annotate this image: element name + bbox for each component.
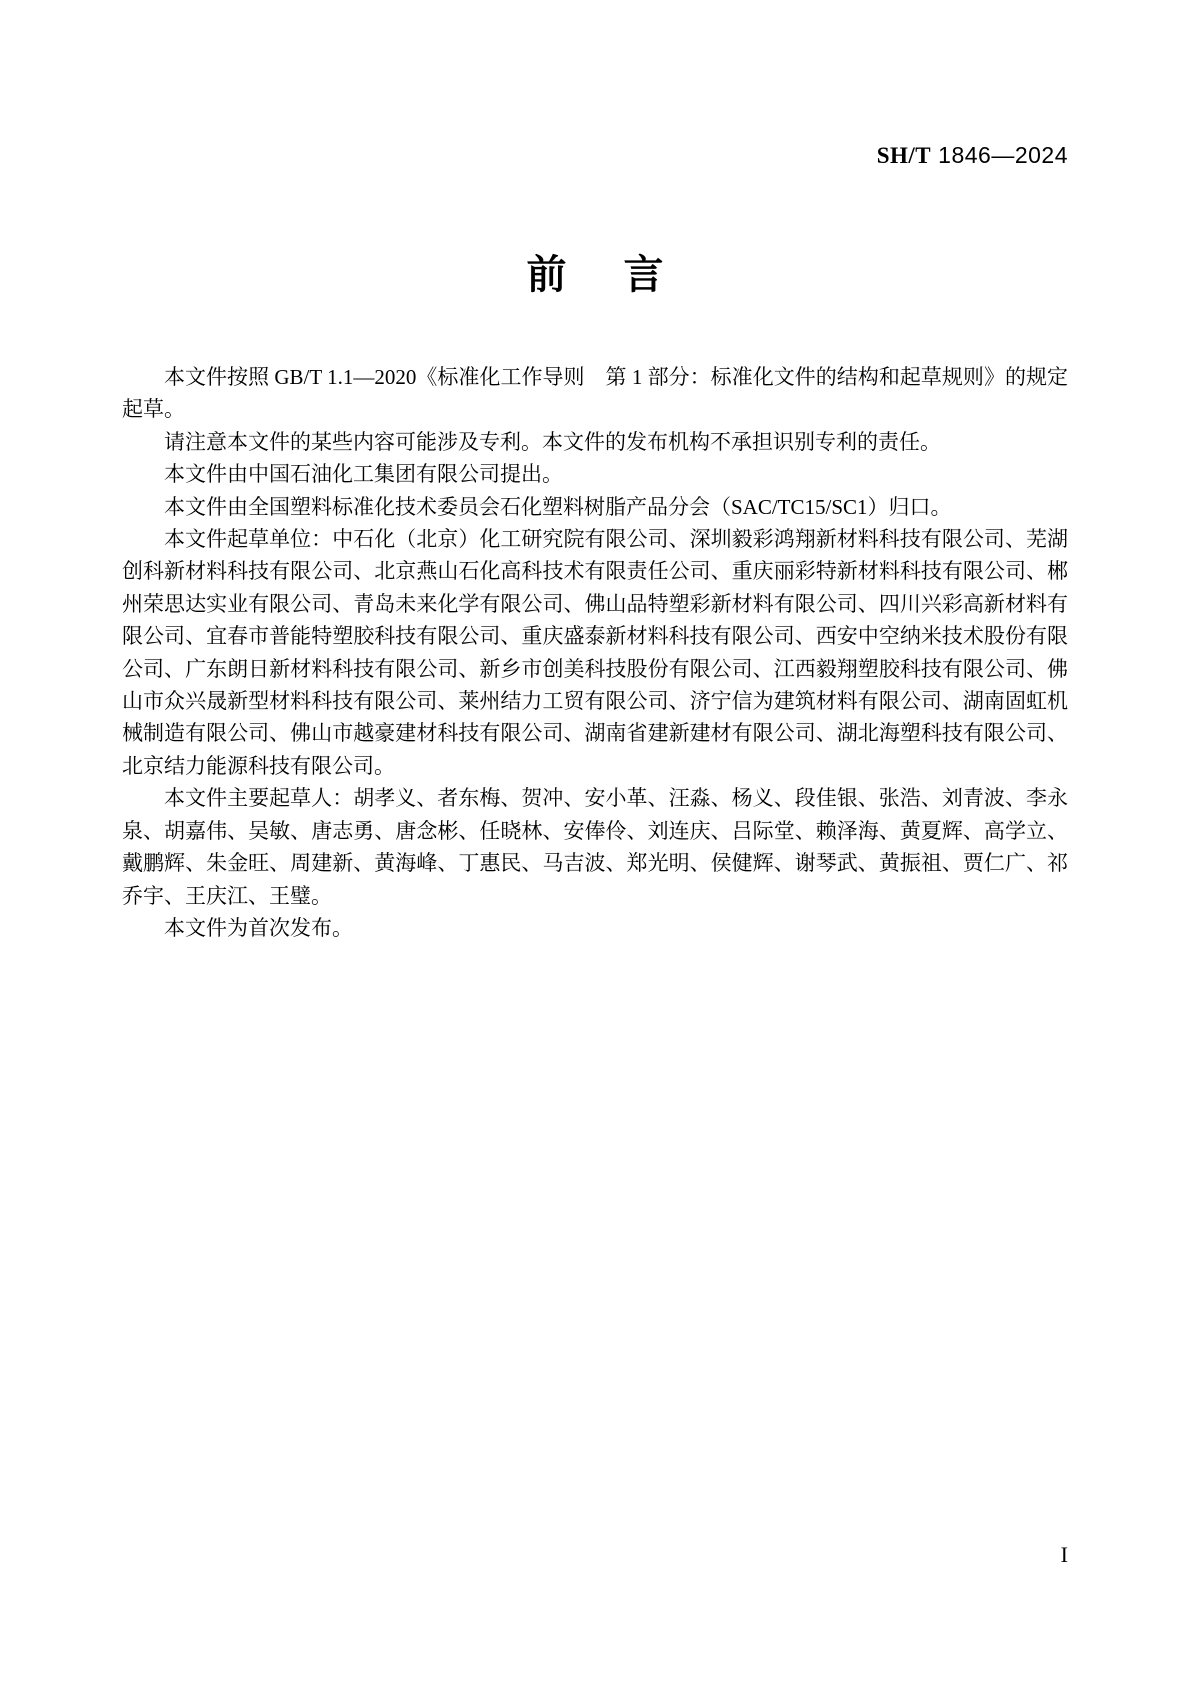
paragraph-first-issue: 本文件为首次发布。 (164, 915, 353, 940)
standard-code: SH/T (876, 143, 932, 168)
foreword-title: 前言 (526, 253, 721, 297)
paragraph-drafting-organizations: 本文件起草单位：中石化（北京）化工研究院有限公司、深圳毅彩鸿翔新材料科技有限公司、芜湖创科新材料科技有限公司、北京燕山石化高科技术有限责任公司、重庆丽彩特新材料科技有限公司、郴州荣思达实业有限公司、青岛未来化学有限公司、佛山品特塑彩新材料有限公司、四川兴彩高新材料有限公司、宜春市普能特塑胶科技有限公司、重庆盛泰新材料科技有限公司、西安中空纳米技术股份有限公司、广东朗日新材料科技有限公司、新乡市创美科技股份有限公司、江西毅翔塑胶科技有限公司、佛山市众兴晟新型材料科技有限公司、莱州结力工贸有限公司、济宁信为建筑材料有限公司、湖南固虹机械制造有限公司、佛山市越豪建材科技有限公司、湖南省建新建材有限公司、湖北海塑科技有限公司、北京结力能源科技有限公司。 (122, 527, 1068, 778)
standard-number-header (877, 141, 1068, 170)
paragraph-under-jurisdiction: 本文件由全国塑料标准化技术委员会石化塑料树脂产品分会（SAC/TC15/SC1）归口。 (164, 494, 952, 519)
paragraph-patent-notice: 请注意本文件的某些内容可能涉及专利。本文件的发布机构不承担识别专利的责任。 (164, 429, 941, 454)
paragraph-drafting-rules: 本文件按照 GB/T 1.1—2020《标准化工作导则 第 1 部分：标准化文件的结构和起草规则》的规定起草。 (122, 365, 1068, 422)
paragraph-proposed-by: 本文件由中国石油化工集团有限公司提出。 (164, 462, 563, 487)
standard-year-number: 1846—2024 (938, 142, 1068, 168)
foreword-body (122, 361, 1068, 944)
page-number: I (1060, 1542, 1068, 1567)
paragraph-main-drafters: 本文件主要起草人：胡孝义、者东梅、贺冲、安小革、汪淼、杨义、段佳银、张浩、刘青波、李永泉、胡嘉伟、吴敏、唐志勇、唐念彬、任晓林、安俸伶、刘连庆、吕际堂、赖泽海、黄夏辉、高学立、戴鹏辉、朱金旺、周建新、黄海峰、丁惠民、马吉波、郑光明、侯健辉、谢琴武、黄振祖、贾仁广、祁乔宇、王庆江、王璧。 (122, 786, 1068, 908)
